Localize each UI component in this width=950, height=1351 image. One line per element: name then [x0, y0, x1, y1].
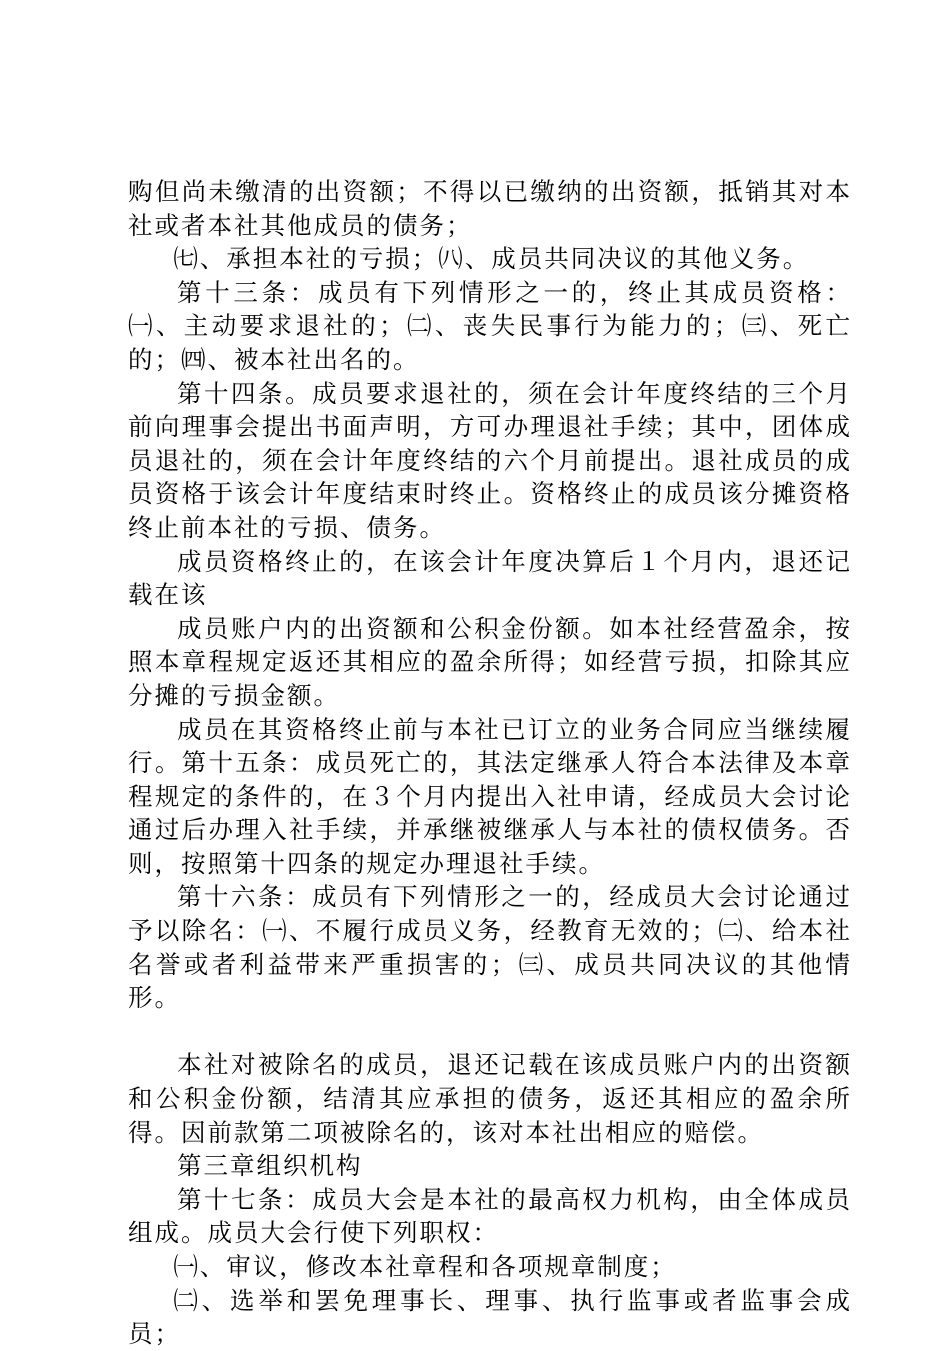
paragraph-spacer: [128, 1015, 852, 1049]
paragraph-article-13: 第十三条：成员有下列情形之一的，终止其成员资格：㈠、主动要求退社的；㈡、丧失民事行为能力的；㈢、死亡的；㈣、被本社出名的。: [128, 277, 852, 374]
paragraph-continuation: 购但尚未缴清的出资额；不得以已缴纳的出资额，抵销其对本社或者本社其他成员的债务；: [128, 177, 852, 240]
paragraph-obligations-7-8: ㈦、承担本社的亏损；㈧、成员共同决议的其他义务。: [173, 244, 810, 274]
paragraph-article-14: 第十四条。成员要求退社的，须在会计年度终结的三个月前向理事会提出书面声明，方可办理退社手续；其中，团体成员退社的，须在会计年度终结的六个月前提出。退社成员的成员资格于该会计年度结束时终止。资格终止的成员该分摊资格终止前本社的亏损、债务。: [128, 378, 852, 542]
paragraph-power-1: ㈠、审议，修改本社章程和各项规章制度；: [173, 1252, 677, 1281]
paragraph-expelled-members: 本社对被除名的成员，退还记载在该成员账户内的出资额和公积金份额，结清其应承担的债务，返还其相应的盈余所得。因前款第二项被除名的，该对本社出相应的赔偿。: [128, 1050, 852, 1147]
paragraph-article-16: 第十六条：成员有下列情形之一的，经成员大会讨论通过予以除名：㈠、不履行成员义务，经教育无效的；㈡、给本社名誉或者利益带来严重损害的；㈢、成员共同决议的其他情形。: [128, 882, 852, 1013]
paragraph-article-17: 第十七条：成员大会是本社的最高权力机构，由全体成员组成。成员大会行使下列职权：: [128, 1184, 852, 1248]
paragraph-refund-accounts: 成员账户内的出资额和公积金份额。如本社经营盈余，按照本章程规定返还其相应的盈余所得；如经营亏损，扣除其应分摊的亏损金额。: [128, 613, 852, 710]
paragraph-power-2: ㈡、选举和罢免理事长、理事、执行监事或者监事会成员；: [128, 1285, 852, 1349]
document-page: [128, 175, 852, 1351]
paragraph-article-15: 成员在其资格终止前与本社已订立的业务合同应当继续履行。第十五条：成员死亡的，其法定继承人符合本法律及本章程规定的条件的，在３个月内提出入社申请，经成员大会讨论通过后办理入社手续，并承继被继承人与本社的债权债务。否则，按照第十四条的规定办理退社手续。: [128, 714, 852, 878]
chapter-heading: 第三章组织机构: [177, 1151, 363, 1181]
paragraph-refund-intro: 成员资格终止的，在该会计年度决算后１个月内，退还记载在该: [128, 546, 852, 610]
